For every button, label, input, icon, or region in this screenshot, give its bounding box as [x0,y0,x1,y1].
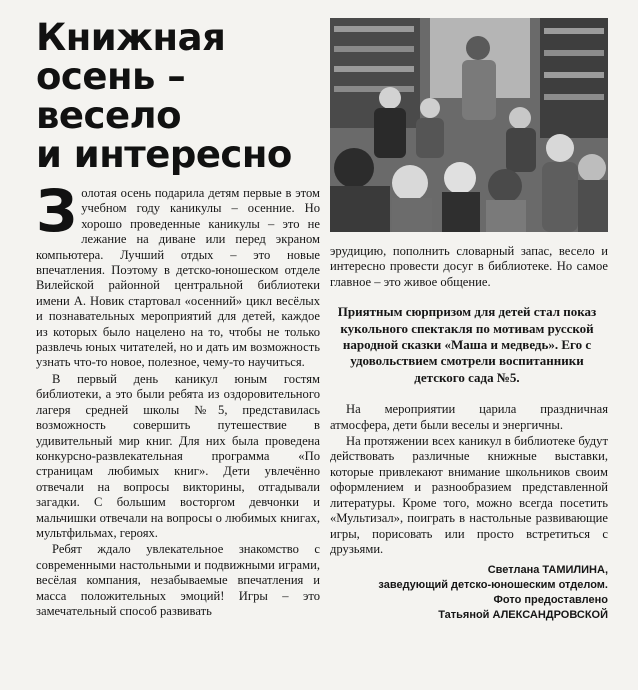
drop-cap: З [36,177,78,245]
paragraph-intro [36,177,320,371]
photo-illustration [330,18,608,232]
paragraph-first-day: В первый день каникул юным гостям библиотеки, а это были ребята из оздоровительного лагеря средней школы №5, представилась возможность совершить путешествие в удивительный мир книг. Для них была проведена конкурсно-развлекательная программа «По страницам любимых книг». Дети увлечённо отвечали на вопросы викторины, отгадывали загадки. С большим восторгом девчонки и мальчишки отвечали на вопросы о любимых книгах, мультфильмах, героях. [36,371,320,540]
event-photo [330,18,608,232]
right-text-block [330,244,608,623]
author-position: заведующий детско-юношеским отделом. [378,579,608,592]
headline-line-4: и интересно [36,133,292,176]
paragraph-erudition: эрудицию, пополнить словарный запас, весело и интересно провести досуг в библиотеке. Но самое главное – это живое общение. [330,244,608,289]
author-name: Светлана ТАМИЛИНА, [487,564,608,577]
headline-line-1: Книжная [36,16,226,59]
highlight-lead: Приятным сюрпризом для детей стал показ кукольного спектакля по мотивам русской народной сказки «Маша и медведь». Его с удовольствием смотрели воспитанники детского сада №5. [337,304,597,385]
signature-block [330,563,608,623]
paragraph-games: Ребят ждало увлекательное знакомство с современными настольными и подвижными играми, весёлая компания, незабываемые впечатления и масса положительных эмоций! Игры – это замечательный способ развивать [36,542,320,618]
right-column [330,18,608,623]
paragraph-atmosphere: На мероприятии царила праздничная атмосфера, дети были веселы и энергичны. [330,402,608,432]
left-column [36,18,320,619]
headline-line-3: весело [36,94,182,137]
paragraph-intro-text: олотая осень подарила детям первые в этом учебном году каникулы – осенние. Но хорошо проведенные каникулы – это не лежание на диване или перед экраном компьютера. Лучший отдых – это новые впечатления. Поэтому в детско-юношеском отделе Вилейской районной центральной библиотеки имени А. Новик стартовал «осенний» цикл весёлых и познавательных мероприятий для детей, каждое из которых было нацелено на то, чтобы не только развлечь юных читателей, но и дать им возможность узнать что-то новое, полезное, чему-то научиться. [36,186,320,370]
photographer-name: Татьяной АЛЕКСАНДРОВСКОЙ [438,609,608,622]
paragraph-exhibitions: На протяжении всех каникул в библиотеке будут действовать различные книжные выставки, которые привлекают внимание школьников своим оформлением и разнообразием представленной литературы. Кроме того, можно всегда посетить «Мультизал», поиграть в настольные развивающие игры, порисовать или просто встретиться с друзьями. [330,434,608,556]
headline-line-2: осень – [36,55,186,98]
headline [36,18,320,174]
photo-credit: Фото предоставлено [493,594,608,607]
